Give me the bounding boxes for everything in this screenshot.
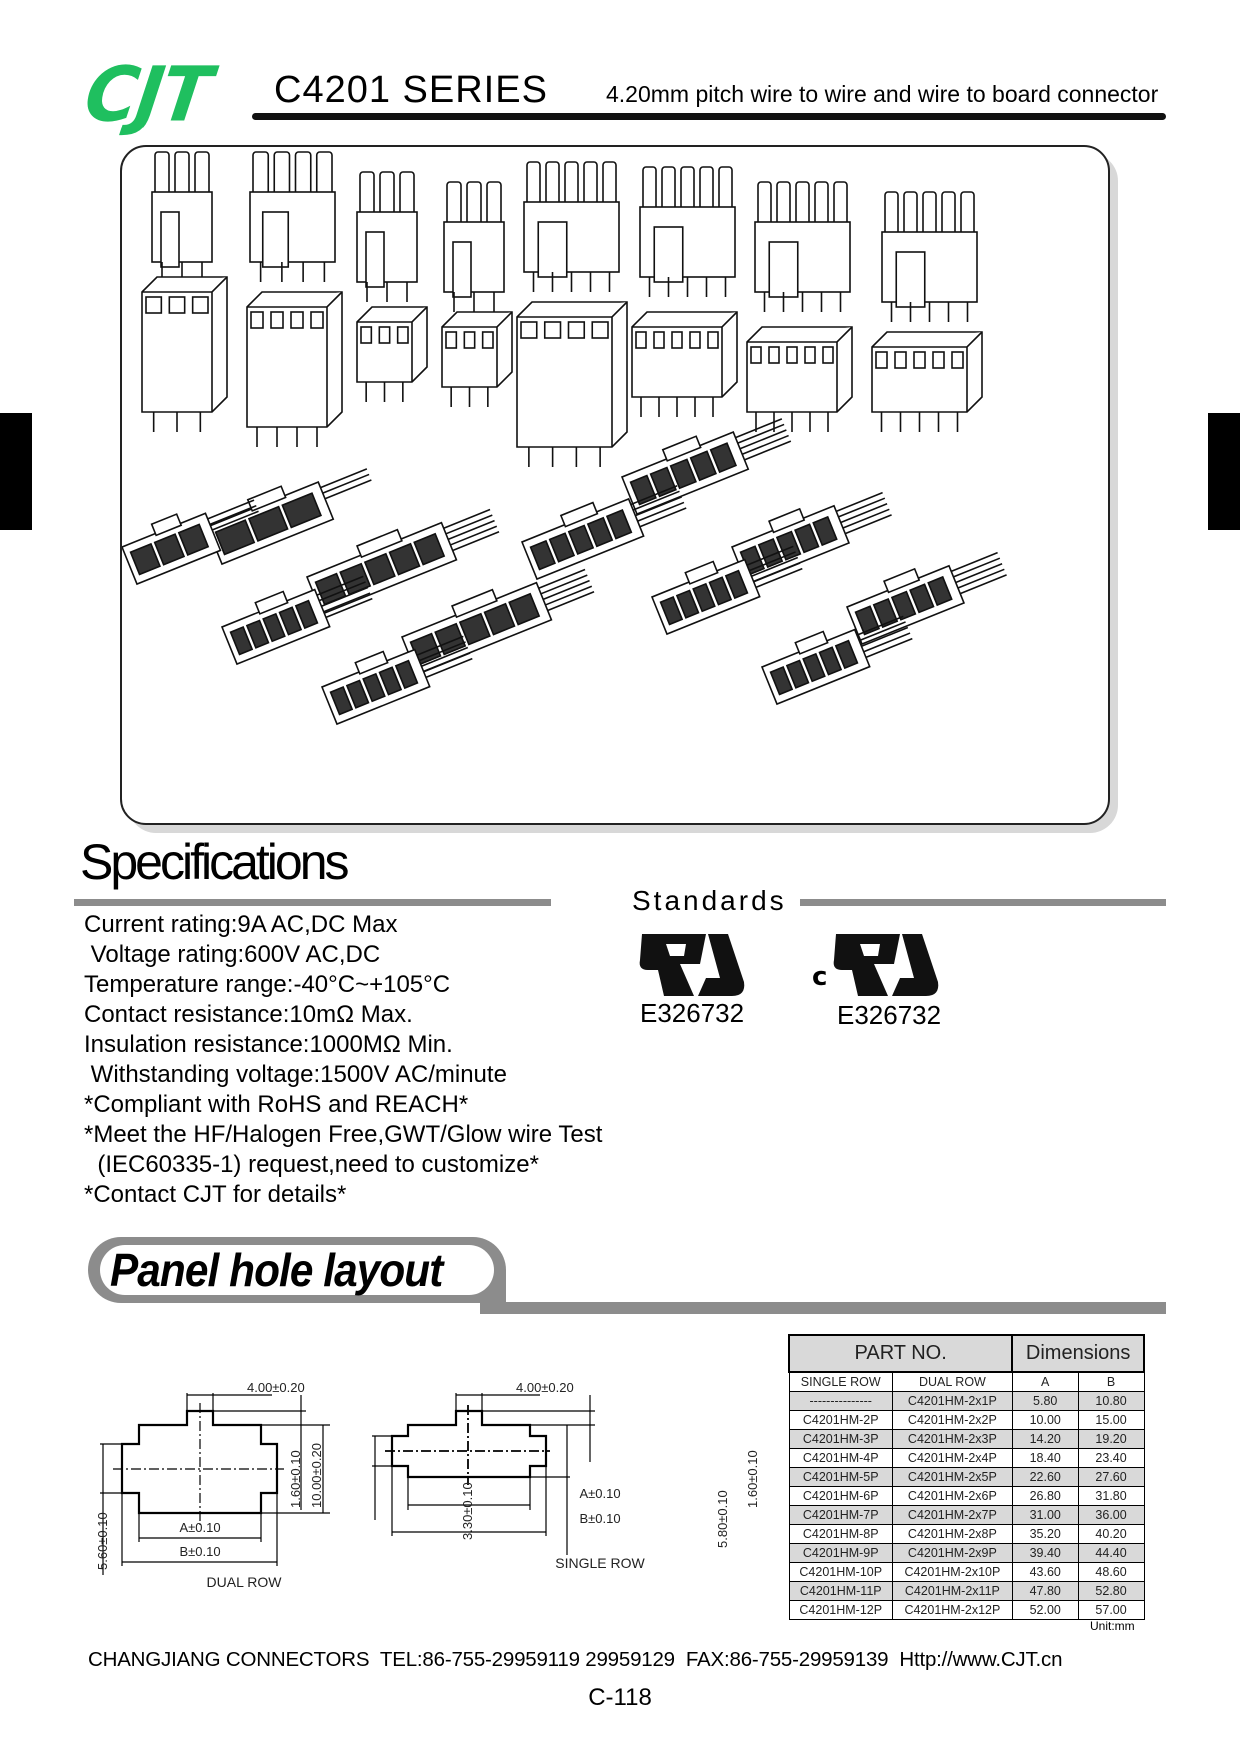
dual-h3-label: 5.60±0.10: [95, 1512, 110, 1570]
series-subtitle: 4.20mm pitch wire to wire and wire to board connector: [606, 81, 1159, 107]
table-cell: 22.60: [1012, 1467, 1078, 1486]
table-cell: 57.00: [1078, 1600, 1144, 1619]
table-cell: 19.20: [1078, 1429, 1144, 1448]
table-cell: C4201HM-12P: [789, 1600, 892, 1619]
single-h1-label: 1.60±0.10: [745, 1450, 760, 1508]
table-cell: 15.00: [1078, 1410, 1144, 1429]
table-cell: C4201HM-8P: [789, 1524, 892, 1543]
table-cell: 52.00: [1012, 1600, 1078, 1619]
table-cell: C4201HM-2x8P: [892, 1524, 1012, 1543]
panel-hole-layout-heading: Panel hole layout: [110, 1244, 443, 1296]
table-cell: C4201HM-3P: [789, 1429, 892, 1448]
table-cell: C4201HM-7P: [789, 1505, 892, 1524]
table-cell: C4201HM-5P: [789, 1467, 892, 1486]
table-cell: 47.80: [1012, 1581, 1078, 1600]
table-cell: C4201HM-4P: [789, 1448, 892, 1467]
dual-b-label: B±0.10: [179, 1544, 221, 1559]
single-row-drawing: [372, 1393, 595, 1555]
standards-heading: Standards: [632, 885, 787, 916]
table-cell: C4201HM-2x5P: [892, 1467, 1012, 1486]
table-cell: C4201HM-2x3P: [892, 1429, 1012, 1448]
table-cell: 44.40: [1078, 1543, 1144, 1562]
table-row: [789, 1524, 1144, 1543]
table-cell: C4201HM-2x7P: [892, 1505, 1012, 1524]
table-cell: 5.80: [1012, 1391, 1078, 1410]
table-cell: 36.00: [1078, 1505, 1144, 1524]
table-row: [789, 1562, 1144, 1581]
col-b: B: [1078, 1372, 1144, 1391]
table-cell: 27.60: [1078, 1467, 1144, 1486]
table-cell: 35.20: [1012, 1524, 1078, 1543]
table-row: [789, 1448, 1144, 1467]
footer-contact: CHANGJIANG CONNECTORS TEL:86-755-29959119 29959129 FAX:86-755-29959139 Http://www.CJT.cn: [88, 1648, 1063, 1671]
dimensions-header: Dimensions: [1012, 1335, 1144, 1372]
table-cell: C4201HM-2x12P: [892, 1600, 1012, 1619]
single-h2-label: 5.80±0.10: [715, 1490, 730, 1548]
ul-file-number: E326732: [640, 998, 745, 1028]
table-cell: 18.40: [1012, 1448, 1078, 1467]
single-pitch-label: 4.00±0.20: [516, 1380, 574, 1395]
dual-pitch-label: 4.00±0.20: [247, 1380, 305, 1395]
spec-item: Voltage rating:600V AC,DC: [84, 941, 381, 968]
table-cell: 40.20: [1078, 1524, 1144, 1543]
table-row: [789, 1467, 1144, 1486]
standards-rule: [800, 899, 1166, 906]
table-cell: C4201HM-2x6P: [892, 1486, 1012, 1505]
table-row: [789, 1429, 1144, 1448]
table-cell: 39.40: [1012, 1543, 1078, 1562]
cjt-logo: CJT: [79, 49, 215, 139]
col-single-row: SINGLE ROW: [789, 1372, 892, 1391]
dual-h1-label: 1.60±0.10: [288, 1450, 303, 1508]
table-cell: C4201HM-2x9P: [892, 1543, 1012, 1562]
table-cell: 23.40: [1078, 1448, 1144, 1467]
spec-item: *Contact CJT for details*: [84, 1181, 347, 1208]
spec-item: Current rating:9A AC,DC Max: [84, 911, 398, 938]
table-cell: C4201HM-2x10P: [892, 1562, 1012, 1581]
table-row: [789, 1581, 1144, 1600]
spec-item: Temperature range:-40°C~+105°C: [84, 971, 451, 998]
part-no-header: PART NO.: [789, 1335, 1012, 1372]
spec-item: Insulation resistance:1000MΩ Min.: [84, 1031, 453, 1058]
table-cell: 10.00: [1012, 1410, 1078, 1429]
table-cell: 52.80: [1078, 1581, 1144, 1600]
right-edge-tab: [1208, 413, 1240, 530]
single-row-label: SINGLE ROW: [555, 1555, 645, 1571]
series-title: C4201 SERIES: [274, 69, 548, 111]
spec-item: (IEC60335-1) request,need to customize*: [84, 1151, 539, 1178]
table-cell: C4201HM-2x1P: [892, 1391, 1012, 1410]
dual-a-label: A±0.10: [179, 1520, 221, 1535]
table-row: [789, 1410, 1144, 1429]
cul-logo-icon: [830, 930, 942, 1000]
table-cell: C4201HM-2x11P: [892, 1581, 1012, 1600]
table-cell: 31.80: [1078, 1486, 1144, 1505]
table-cell: C4201HM-2x4P: [892, 1448, 1012, 1467]
table-row: [789, 1543, 1144, 1562]
cul-prefix: c: [812, 962, 828, 992]
table-cell: C4201HM-9P: [789, 1543, 892, 1562]
dual-row-label: DUAL ROW: [206, 1574, 282, 1590]
dimensions-table: [788, 1334, 1145, 1620]
single-b-label: B±0.10: [579, 1511, 621, 1526]
dual-h2-label: 10.00±0.20: [309, 1443, 324, 1508]
single-h3-label: 3.30±0.10: [460, 1482, 475, 1540]
table-cell: 26.80: [1012, 1486, 1078, 1505]
table-cell: C4201HM-2x2P: [892, 1410, 1012, 1429]
table-row: [789, 1600, 1144, 1619]
table-cell: C4201HM-6P: [789, 1486, 892, 1505]
table-cell: 43.60: [1012, 1562, 1078, 1581]
angled-connector: [843, 538, 1010, 644]
table-cell: 48.60: [1078, 1562, 1144, 1581]
spec-item: *Meet the HF/Halogen Free,GWT/Glow wire Test: [84, 1121, 603, 1148]
cul-file-number: E326732: [837, 1000, 942, 1030]
top-plug-connector: [882, 192, 977, 322]
table-cell: 31.00: [1012, 1505, 1078, 1524]
spec-item: Withstanding voltage:1500V AC/minute: [84, 1061, 507, 1088]
single-a-label: A±0.10: [579, 1486, 621, 1501]
col-a: A: [1012, 1372, 1078, 1391]
table-row: [789, 1486, 1144, 1505]
page-number: C-118: [588, 1684, 652, 1711]
col-dual-row: DUAL ROW: [892, 1372, 1012, 1391]
receptacle-connector: [872, 332, 982, 432]
table-row: [789, 1391, 1144, 1410]
spec-item: *Compliant with RoHS and REACH*: [84, 1091, 469, 1118]
table-cell: 10.80: [1078, 1391, 1144, 1410]
table-cell: C4201HM-11P: [789, 1581, 892, 1600]
table-cell: C4201HM-10P: [789, 1562, 892, 1581]
unit-label: Unit:mm: [1090, 1619, 1135, 1633]
table-cell: 14.20: [1012, 1429, 1078, 1448]
spec-item: Contact resistance:10mΩ Max.: [84, 1001, 413, 1028]
table-row: [789, 1505, 1144, 1524]
specifications-heading: Specifications: [80, 834, 347, 890]
table-cell: C4201HM-2P: [789, 1410, 892, 1429]
table-cell: ---------------: [789, 1391, 892, 1410]
